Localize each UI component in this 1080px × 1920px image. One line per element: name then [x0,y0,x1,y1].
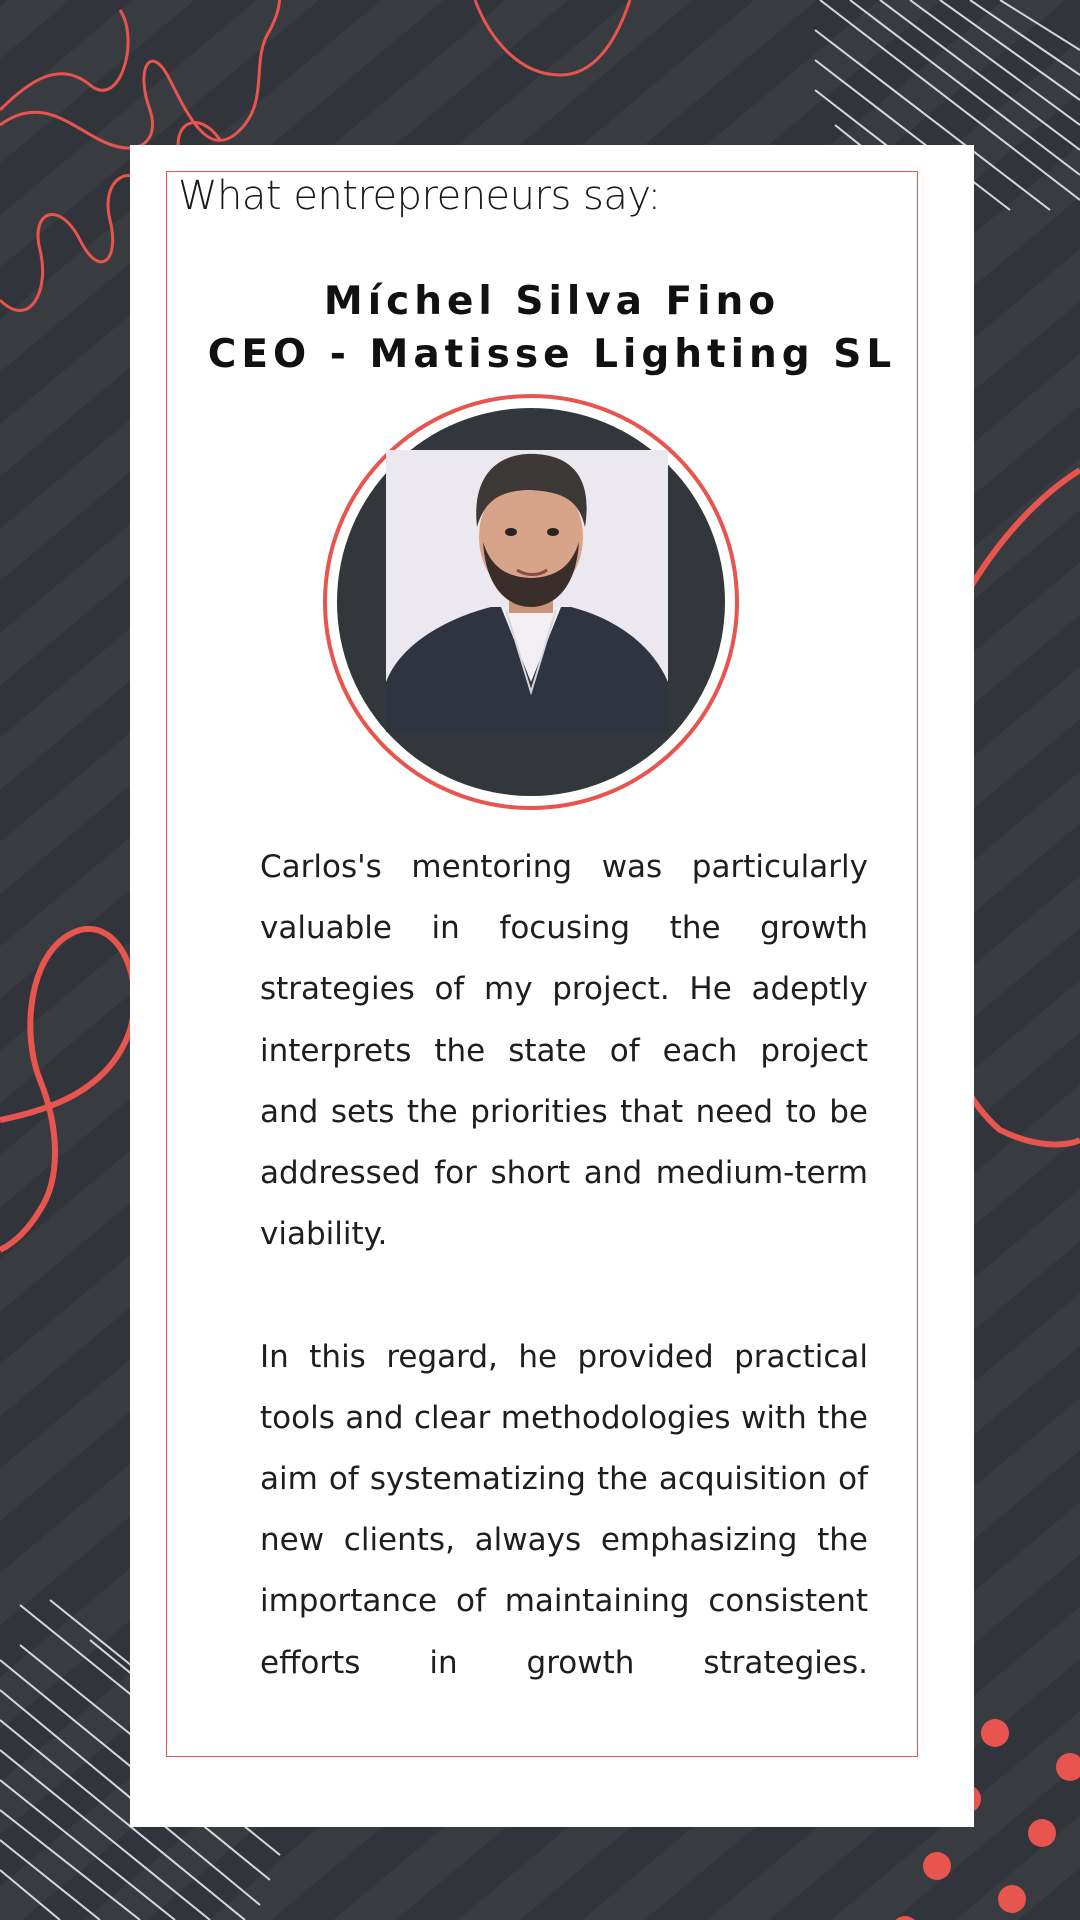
author-block [170,275,934,381]
author-portrait [321,392,741,812]
testimonial-text [260,837,868,1694]
testimonial-paragraph: In this regard, he provided practical tools and clear methodologies with the aim of systematizing the acquisition of new clients, always emphasizing the importance of maintaining consistent efforts in growth strategies. [260,1338,868,1681]
top-center-arc [475,0,630,75]
top-left-wave [0,0,279,148]
person-photo-icon [386,450,668,732]
left-loop [0,929,134,1250]
author-name: Míchel Silva Fino [323,279,781,324]
testimonial-card [130,145,974,1827]
section-heading: What entrepreneurs say: [178,173,661,219]
author-role: CEO - Matisse Lighting SL [207,332,897,377]
testimonial-paragraph: Carlos's mentoring was particularly valuable in focusing the growth strategies of my project. He adeptly interprets the state of each project and sets the priorities that need to be addressed for short and medium-term viability. [260,849,868,1253]
